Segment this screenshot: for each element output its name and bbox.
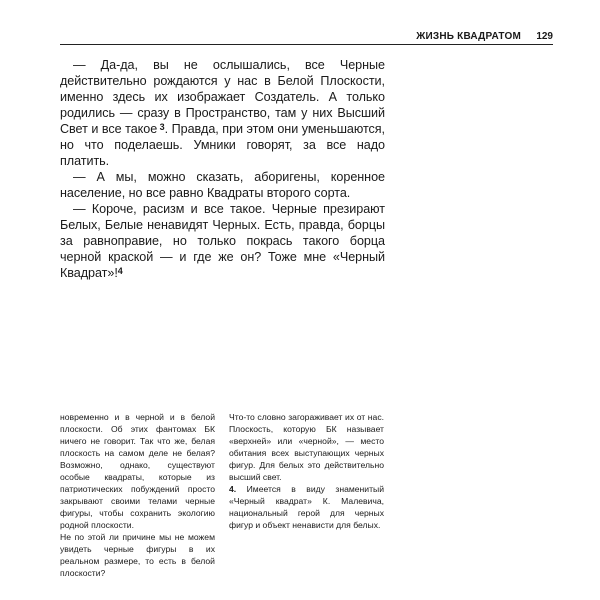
footnote-paragraph: Не по этой ли причине мы не можем увидеть черные фигуры в их реальном размере, то есть в белой плоскости? xyxy=(60,532,215,578)
paragraph-text: — Короче, расизм и все такое. Черные презирают Белых, Белые ненавидят Черных. Есть, правда, борцы за равноправие, но только покрась такого борца черной краской — и где же он? Тоже мне «Черный Квадрат»! xyxy=(60,202,385,280)
paragraph-text: . Правда, при этом они уменьшаются, но что поделаешь. Умники говорят, за все надо платить. xyxy=(60,122,385,168)
footnotes-left-column xyxy=(60,411,215,579)
paragraph-text: — Да-да, вы не ослышались, все Черные действительно рождаются у нас в Белой Плоскости, именно здесь их изображает Создатель. А только родились — сразу в Пространство, там у них Высший Свет и все такое xyxy=(60,58,385,136)
footnote-ref: 4 xyxy=(117,266,123,276)
footnote-text: Что-то словно загораживает их от нас. Плоскость, которую БК называет «верхней» или «черной», — место обитания всех выступающих черных фигур. Для белых это действительно высший свет. xyxy=(229,412,384,482)
running-title: ЖИЗНЬ КВАДРАТОМ xyxy=(410,31,521,42)
main-text-block xyxy=(60,57,385,281)
footnote-text: Имеется в виду знаменитый «Черный квадрат» К. Малевича, национальный герой для черных фигур и объект ненависти для белых. xyxy=(229,484,384,530)
main-paragraph xyxy=(60,57,385,169)
footnote-paragraph: новременно и в черной и в белой плоскости. Об этих фантомах БК ничего не говорит. Так что же, белая плоскость на самом деле не белая? Возможно, однако, существуют особые квадраты, которые из патриотических побуждений просто закрывают своими телами черные фигуры, чтобы сохранить экологию родной плоскости. xyxy=(60,412,215,530)
paragraph-text: — А мы, можно сказать, аборигены, коренное население, но все равно Квадраты второго сорта. xyxy=(60,170,385,200)
main-paragraph xyxy=(60,169,385,201)
footnotes-right-column xyxy=(229,411,384,531)
footnote-paragraph xyxy=(229,483,384,531)
footnote-paragraph xyxy=(229,411,384,483)
main-paragraph xyxy=(60,201,385,281)
page-header xyxy=(60,31,553,47)
footnote-number: 4. xyxy=(229,484,237,494)
footnote-ref: 3 xyxy=(159,122,165,132)
page-number: 129 xyxy=(530,31,553,42)
header-rule xyxy=(60,44,553,45)
